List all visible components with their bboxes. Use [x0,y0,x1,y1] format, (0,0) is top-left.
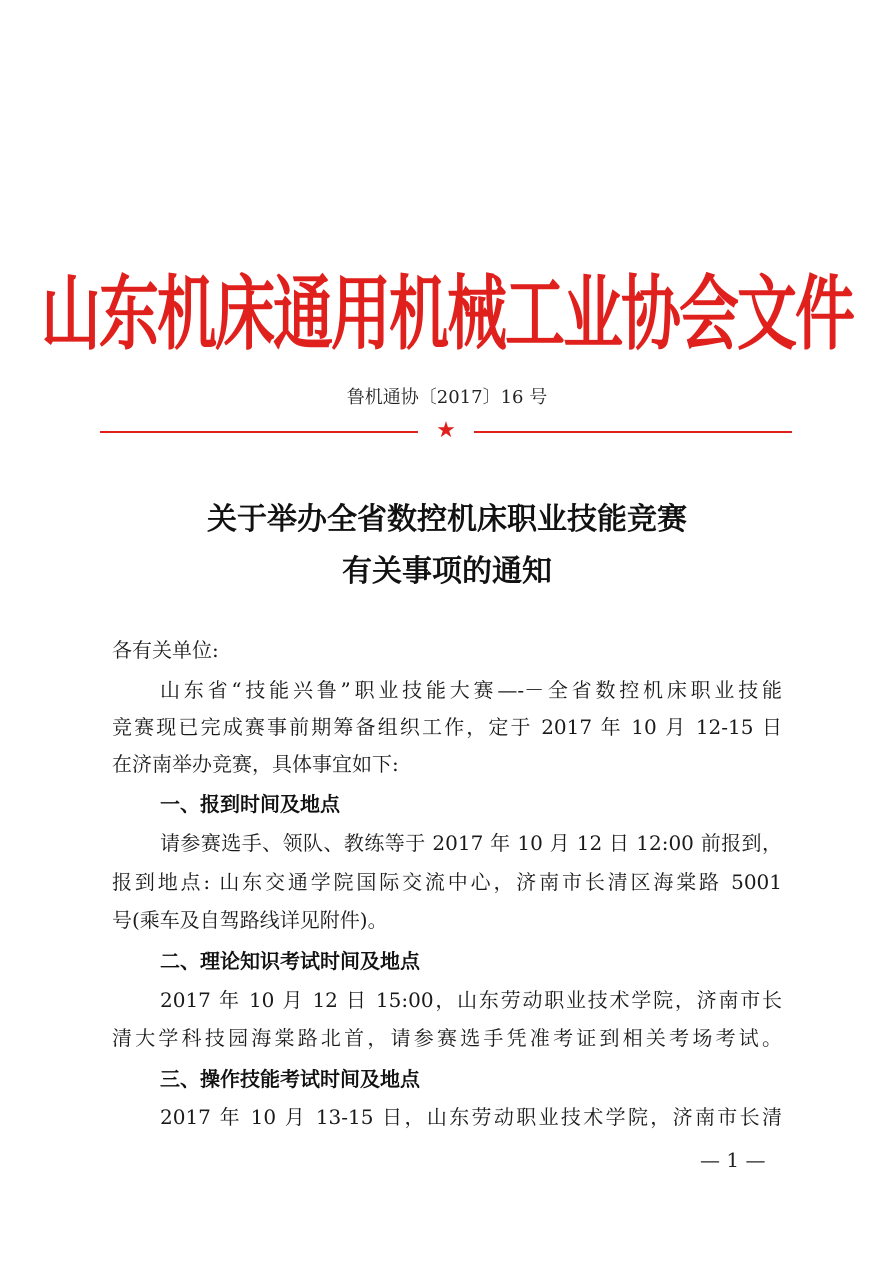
star-icon: ★ [436,418,456,443]
intro-line-2: 竞赛现已完成赛事前期筹备组织工作，定于 2017 年 10 月 12-15 日 [112,715,782,739]
section-heading-1: 一、报到时间及地点 [160,792,340,816]
section-3-line-1: 2017 年 10 月 13-15 日，山东劳动职业技术学院，济南市长清 [160,1105,782,1129]
red-divider-right [474,431,792,433]
section-1-line-3: 号(乘车及自驾路线详见附件)。 [112,908,388,932]
section-heading-2: 二、理论知识考试时间及地点 [160,949,420,973]
masthead-title: 山东机床通用机械工业协会文件 [41,267,853,363]
red-divider-left [100,431,418,433]
page-number: — 1 — [700,1148,766,1172]
intro-line-1: 山东省“技能兴鲁”职业技能大赛—-－全省数控机床职业技能 [160,678,782,702]
notice-title-line-1: 关于举办全省数控机床职业技能竞赛 [207,502,687,537]
section-1-line-2: 报到地点: 山东交通学院国际交流中心，济南市长清区海棠路 5001 [112,870,782,894]
section-heading-3: 三、操作技能考试时间及地点 [160,1067,420,1091]
section-2-line-2: 清大学科技园海棠路北首，请参赛选手凭准考证到相关考场考试。 [112,1026,782,1050]
salutation: 各有关单位: [112,638,219,662]
document-number: 鲁机通协〔2017〕16 号 [346,387,548,408]
section-1-line-1: 请参赛选手、领队、教练等于 2017 年 10 月 12 日 12:00 前报到， [160,831,782,855]
intro-line-3: 在济南举办竞赛，具体事宜如下: [112,752,399,776]
notice-title-line-2: 有关事项的通知 [342,554,552,589]
section-2-line-1: 2017 年 10 月 12 日 15:00，山东劳动职业技术学院，济南市长 [160,988,782,1012]
